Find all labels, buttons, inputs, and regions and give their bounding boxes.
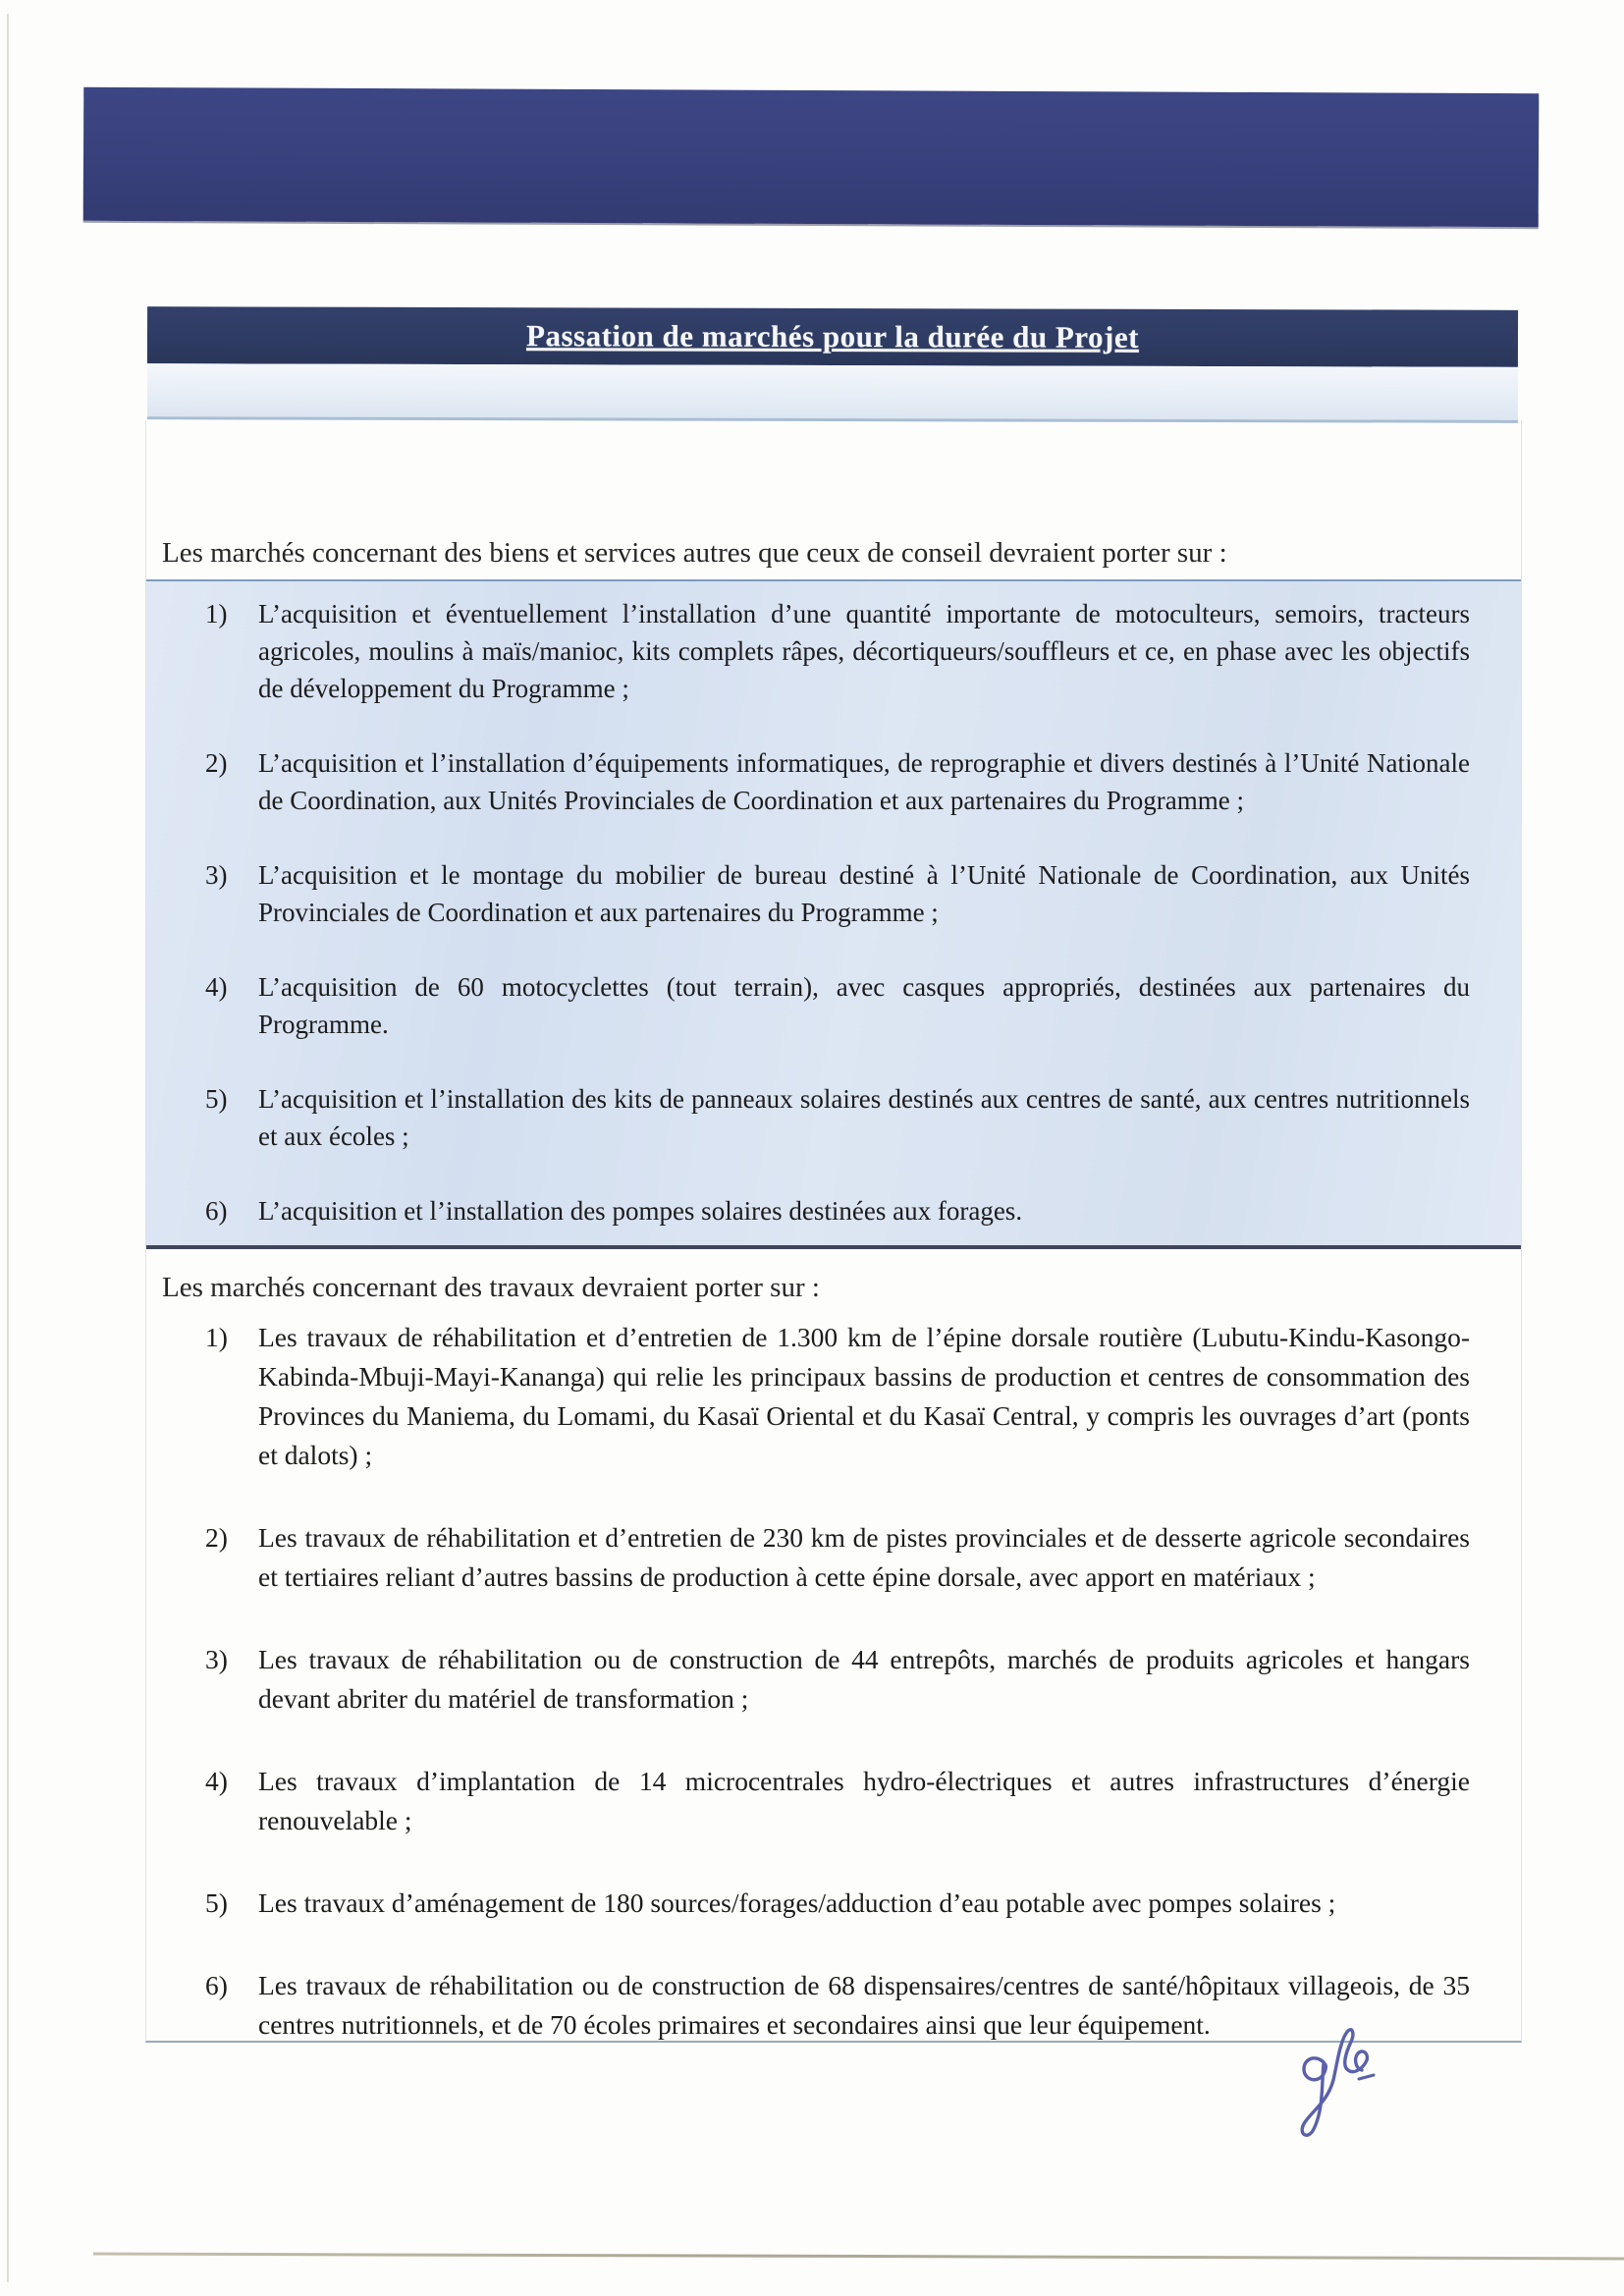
item-text: L’acquisition et l’installation d’équipements informatiques, de reprographie et divers destinés à l’Unité Nationale de Coordination, aux Unités Provinciales de Coordination et aux partenaires du Programme ; [258, 748, 1470, 815]
scanner-edge-line [7, 14, 9, 2282]
item-number: 6) [205, 1196, 228, 1226]
item-text: Les travaux de réhabilitation ou de construction de 68 dispensaires/centres de santé/hôpitaux villageois, de 35 centres nutritionnels, et de 70 écoles primaires et secondaires ainsi que leur équipement. [258, 1970, 1470, 2040]
item-number: 2) [205, 748, 228, 778]
goods-section-heading: Les marchés concernant des biens et services autres que ceux de conseil devraient porter sur : [162, 537, 1227, 569]
goods-list-box [146, 579, 1521, 1249]
goods-list [205, 595, 1470, 1230]
item-number: 6) [205, 1970, 228, 2000]
item-number: 3) [205, 1644, 228, 1674]
item-text: L’acquisition et le montage du mobilier de bureau destiné à l’Unité Nationale de Coordination, aux Unités Provinciales de Coordination et aux partenaires du Programme ; [258, 860, 1470, 927]
works-list [205, 1318, 1470, 2043]
list-item [205, 1762, 1470, 1840]
list-item [205, 1318, 1470, 1475]
list-item [205, 968, 1470, 1043]
list-item [205, 856, 1470, 931]
content-frame [145, 420, 1522, 2043]
item-text: L’acquisition et l’installation des kits de panneaux solaires destinés aux centres de santé, aux centres nutritionnels et aux écoles ; [258, 1084, 1470, 1151]
title-banner-underlay [147, 363, 1518, 423]
item-text: L’acquisition et éventuellement l’installation d’une quantité importante de motoculteurs, semoirs, tracteurs agricoles, moulins à maïs/manioc, kits complets râpes, décortiqueurs/souffleurs et ce, en phase avec les objectifs de développement du Programme ; [258, 599, 1470, 703]
works-list-box [146, 1310, 1521, 2043]
item-text: Les travaux de réhabilitation ou de construction de 44 entrepôts, marchés de produits agricoles et hangars devant abriter du matériel de transformation ; [258, 1644, 1470, 1714]
handwritten-initials-signature [1298, 2019, 1380, 2153]
item-number: 2) [205, 1522, 228, 1553]
item-number: 1) [205, 599, 228, 629]
page-title: Passation de marchés pour la durée du Projet [525, 318, 1139, 355]
item-text: Les travaux de réhabilitation et d’entretien de 230 km de pistes provinciales et de desserte agricole secondaires et tertiaires reliant d’autres bassins de production à cette épine dorsale, avec apport en matériaux ; [258, 1522, 1470, 1592]
top-banner [83, 87, 1540, 227]
item-number: 5) [205, 1887, 228, 1918]
list-item [205, 744, 1470, 819]
title-banner [147, 306, 1518, 367]
list-item [205, 1884, 1470, 1923]
works-section-heading: Les marchés concernant des travaux devraient porter sur : [162, 1272, 820, 1303]
item-number: 4) [205, 1766, 228, 1796]
item-number: 4) [205, 972, 228, 1002]
list-item [205, 1518, 1470, 1597]
item-text: L’acquisition et l’installation des pompes solaires destinées aux forages. [258, 1196, 1023, 1226]
item-number: 5) [205, 1084, 228, 1114]
list-item [205, 1192, 1470, 1230]
item-text: Les travaux d’aménagement de 180 sources/forages/adduction d’eau potable avec pompes solaires ; [258, 1887, 1336, 1918]
item-text: Les travaux d’implantation de 14 microcentrales hydro-électriques et autres infrastructures d’énergie renouvelable ; [258, 1766, 1470, 1835]
item-number: 3) [205, 860, 228, 890]
list-item [205, 1640, 1470, 1719]
list-item [205, 1966, 1470, 2043]
item-text: L’acquisition de 60 motocyclettes (tout terrain), avec casques appropriés, destinées aux partenaires du Programme. [258, 972, 1470, 1039]
list-item [205, 595, 1470, 707]
item-number: 1) [205, 1322, 228, 1352]
page-bottom-scan-line [93, 2253, 1624, 2261]
list-item [205, 1080, 1470, 1155]
item-text: Les travaux de réhabilitation et d’entretien de 1.300 km de l’épine dorsale routière (Lubutu-Kindu-Kasongo-Kabinda-Mbuji-Mayi-Kananga) qui relie les principaux bassins de production et centres de consommation des Provinces du Maniema, du Lomami, du Kasaï Oriental et du Kasaï Central, y compris les ouvrages d’art (ponts et dalots) ; [258, 1322, 1470, 1470]
